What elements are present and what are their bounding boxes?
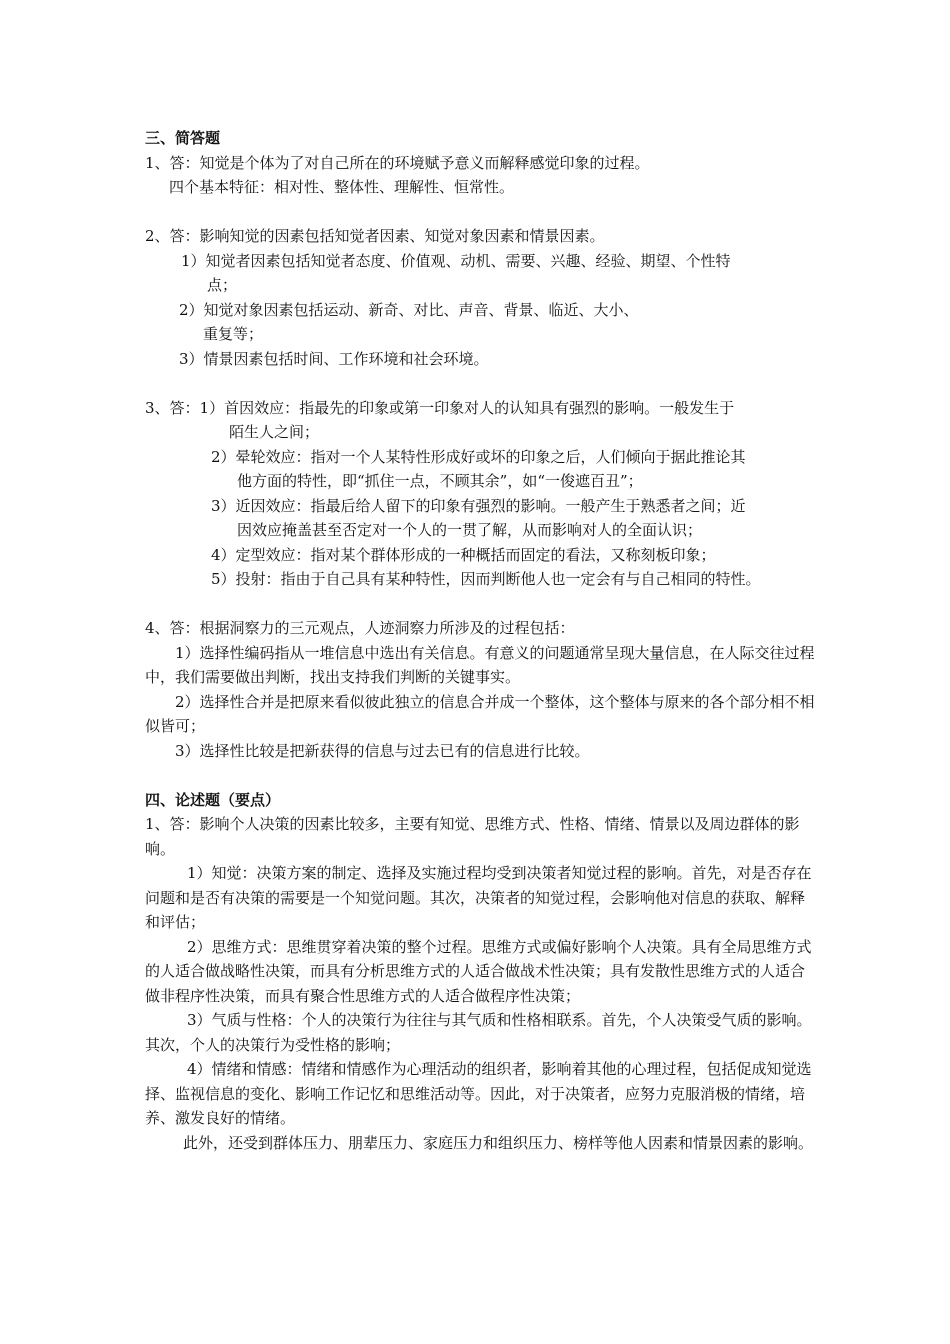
s3-q4-item1: 1）选择性编码指从一堆信息中选出有关信息。有意义的问题通常呈现大量信息，在人际交往过程中，我们需要做出判断，找出支持我们判断的关键事实。 (145, 643, 815, 686)
s3-q2-item2a: 2）知觉对象因素包括运动、新奇、对比、声音、背景、临近、大小、 (179, 300, 639, 319)
s3-q2-line1: 2、答：影响知觉的因素包括知觉者因素、知觉对象因素和情景因素。 (145, 227, 605, 245)
s3-q4-line1: 4、答：根据洞察力的三元观点，人迹洞察力所涉及的过程包括： (145, 619, 575, 637)
spacer (145, 763, 815, 788)
s3-q3-item3a: 3）近因效应：指最后给人留下的印象有强烈的影响。一般产生于熟悉者之间；近 (211, 496, 746, 515)
section-4-title: 四、论述题（要点） (145, 790, 281, 809)
s3-q1-line1: 1、答：知觉是个体为了对自己所在的环境赋予意义而解释感觉印象的过程。 (145, 153, 650, 172)
s3-q2-item1b: 点； (207, 276, 238, 294)
spacer (145, 592, 815, 617)
s3-q2-item1a: 1）知觉者因素包括知觉者态度、价值观、动机、需要、兴趣、经验、期望、个性特 (181, 251, 731, 270)
s3-q4-item2: 2）选择性合并是把原来看似彼此独立的信息合并成一个整体，这个整体与原来的各个部分相不相似皆可； (145, 692, 815, 735)
s3-q1-line2: 四个基本特征：相对性、整体性、理解性、恒常性。 (169, 178, 515, 196)
s4-q1-item4: 4）情绪和情感：情绪和情感作为心理活动的组织者，影响着其他的心理过程，包括促成知觉选择、监视信息的变化、影响工作记忆和思维活动等。因此，对于决策者，应努力克服消极的情绪，培养、激发良好的情绪。 (145, 1060, 812, 1127)
spacer (145, 371, 815, 396)
s3-q3-item5: 5）投射：指由于自己具有某种特性，因而判断他人也一定会有与自己相同的特性。 (211, 570, 761, 588)
document-page (145, 126, 815, 1155)
s3-q3-item2a: 2）晕轮效应：指对一个人某特性形成好或坏的印象之后，人们倾向于据此推论其 (211, 447, 746, 466)
s4-q1-item1: 1）知觉：决策方案的制定、选择及实施过程均受到决策者知觉过程的影响。首先，对是否存在问题和是否有决策的需要是一个知觉问题。其次，决策者的知觉过程，会影响他对信息的获取、解释和评估； (145, 864, 812, 931)
s3-q2-item2b: 重复等； (203, 325, 264, 343)
s3-q2-item3: 3）情景因素包括时间、工作环境和社会环境。 (179, 349, 489, 368)
s3-q3-item2b: 他方面的特性，即“抓住一点，不顾其余”，如“一俊遮百丑”； (237, 472, 643, 490)
spacer (145, 200, 815, 225)
s4-q1-closing: 此外，还受到群体压力、朋辈压力、家庭压力和组织压力、榜样等他人因素和情景因素的影响。 (183, 1133, 814, 1152)
s3-q3-line1: 3、答：1）首因效应：指最先的印象或第一印象对人的认知具有强烈的影响。一般发生于 (145, 398, 735, 417)
s3-q4-item3: 3）选择性比较是把新获得的信息与过去已有的信息进行比较。 (175, 741, 590, 760)
s4-q1-intro: 1、答：影响个人决策的因素比较多，主要有知觉、思维方式、性格、情绪、情景以及周边群体的影响。 (145, 815, 800, 858)
s4-q1-item3: 3）气质与性格：个人的决策行为往往与其气质和性格相联系。首先，个人决策受气质的影响。其次，个人的决策行为受性格的影响； (145, 1011, 812, 1054)
s4-q1-item2: 2）思维方式：思维贯穿着决策的整个过程。思维方式或偏好影响个人决策。具有全局思维方式的人适合做战略性决策，而具有分析思维方式的人适合做战术性决策；具有发散性思维方式的人适合做非程序性决策，而具有聚合性思维方式的人适合做程序性决策； (145, 937, 812, 1005)
s3-q3-item4: 4）定型效应：指对某个群体形成的一种概括而固定的看法，又称刻板印象； (211, 545, 716, 564)
s3-q3-line1b: 陌生人之间； (229, 423, 320, 441)
section-3-title: 三、简答题 (145, 129, 221, 147)
s3-q3-item3b: 因效应掩盖甚至否定对一个人的一贯了解，从而影响对人的全面认识； (237, 521, 703, 539)
